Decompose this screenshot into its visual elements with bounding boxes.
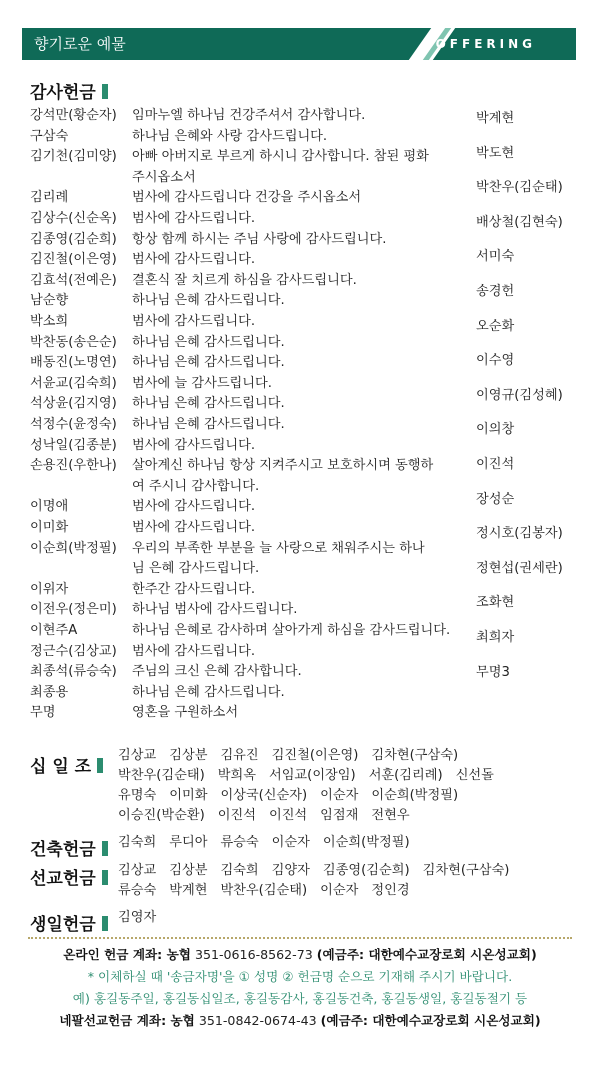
thanks-right-name: 최희자 — [476, 630, 515, 645]
thanks-message: 범사에 감사드립니다. — [132, 437, 256, 453]
transfer-example: 예) 홍길동주일, 홍길동십일조, 홍길동감사, 홍길동건축, 홍길동생일, 홍길동절기 등 — [72, 991, 528, 1006]
donor-name: 석상윤(김지영) — [30, 396, 117, 412]
tithe-name: 김차현(구삼숙) — [371, 748, 459, 763]
building-list — [118, 833, 423, 853]
thanks-message: 하나님 은혜 감사드립니다. — [132, 293, 285, 309]
donor-name: 이전우(정은미) — [30, 602, 117, 618]
tithe-name: 임점재 — [320, 808, 359, 823]
building-section-title: 건축헌금 — [30, 835, 108, 860]
section-marker-icon — [102, 841, 108, 856]
tithe-name: 이진석 — [217, 808, 256, 823]
tithe-name: 김유진 — [220, 748, 259, 763]
donor-name: 김기천(김미양) — [30, 149, 117, 165]
thanks-message: 하나님 은혜와 사랑 감사드립니다. — [132, 128, 328, 144]
thanks-message: 범사에 감사드립니다. — [132, 520, 256, 535]
thanks-right-name: 서미숙 — [476, 249, 515, 265]
thanks-message: 범사에 감사드립니다. — [132, 499, 256, 515]
thanks-message: 범사에 감사드립니다 건강을 주시옵소서 — [132, 190, 362, 206]
mission-name: 김상교 — [118, 863, 157, 878]
birthday-name: 김영자 — [118, 910, 157, 925]
building-name: 루디아 — [169, 835, 208, 850]
thanks-right-name: 오순화 — [476, 318, 515, 334]
donor-name: 최종용 — [30, 684, 69, 700]
donor-name: 이위자 — [30, 581, 69, 597]
donor-name: 구삼숙 — [30, 128, 69, 144]
tithe-name: 박찬우(김순태) — [118, 768, 205, 783]
tithe-name: 서임교(이장임) — [268, 768, 356, 783]
donor-name: 남순향 — [30, 293, 69, 309]
mission-list — [118, 861, 522, 901]
thanks-message-continued: 님 은혜 감사드립니다. — [132, 561, 260, 577]
donor-name: 이순희(박정필) — [30, 540, 117, 556]
mission-name: 김상분 — [169, 863, 208, 878]
birthday-section-title: 생일헌금 — [30, 910, 108, 935]
thanks-right-name: 무명3 — [476, 664, 510, 680]
building-name: 이순자 — [271, 835, 310, 850]
donor-name: 김상수(신순옥) — [30, 211, 117, 226]
tithe-name: 서훈(김리례) — [368, 768, 443, 783]
thanks-right-name: 박도현 — [476, 145, 515, 161]
page-header — [22, 28, 576, 60]
thanks-message: 아빠 아버지로 부르게 하시니 감사합니다. 참된 평화 — [132, 149, 429, 165]
thanks-right-name: 이진석 — [476, 457, 515, 472]
thanks-message: 하나님 은혜 감사드립니다. — [132, 684, 285, 700]
thanks-right-name: 이수영 — [476, 353, 515, 369]
thanks-message: 한주간 감사드립니다. — [132, 581, 256, 597]
thanks-message: 하나님 은혜 감사드립니다. — [132, 355, 285, 371]
mission-name: 김종영(김순희) — [322, 863, 410, 878]
thanks-message: 하나님 은혜로 감사하며 살아가게 하심을 감사드립니다. — [132, 623, 451, 638]
nepal-account-line — [0, 1010, 600, 1029]
building-line — [118, 833, 423, 853]
section-marker-icon — [102, 870, 108, 885]
thanks-message: 하나님 은혜 감사드립니다. — [132, 334, 285, 350]
tithe-name: 유명숙 — [118, 788, 157, 803]
mission-name: 이순자 — [320, 883, 359, 898]
thanks-message: 영혼을 구원하소서 — [132, 705, 239, 721]
donor-name: 무명 — [30, 705, 56, 721]
tithe-name: 이미화 — [169, 788, 208, 803]
transfer-notice: * 이체하실 때 '송금자명'을 ① 성명 ② 헌금명 순으로 기재해 주시기 바랍니다. — [87, 969, 513, 984]
tithe-name: 이순자 — [320, 788, 359, 803]
tithe-name: 전현우 — [371, 808, 410, 823]
thanks-right-name: 박찬우(김순태) — [476, 180, 563, 196]
thanks-right-name: 이의창 — [476, 422, 515, 438]
thanks-right-name: 이영규(김성혜) — [476, 387, 563, 403]
donor-name: 정근수(김상교) — [30, 643, 117, 659]
donor-name: 최종석(류승숙) — [30, 664, 117, 680]
donor-name: 강석만(황순자) — [30, 108, 117, 123]
building-name: 김숙희 — [118, 835, 157, 850]
building-name: 류승숙 — [220, 835, 259, 850]
donor-name: 이명애 — [30, 499, 69, 515]
tithe-name: 이진석 — [268, 808, 308, 823]
nepal-account-number: 351-0842-0674-43 — [198, 1013, 317, 1028]
thanks-right-name: 조화현 — [476, 595, 515, 611]
donor-name: 손용진(우한나) — [30, 458, 117, 474]
section-marker-icon — [97, 758, 103, 773]
mission-name: 김양자 — [271, 863, 310, 878]
birthday-line — [118, 908, 169, 928]
thanks-message: 하나님 은혜 감사드립니다. — [132, 396, 285, 412]
thanks-right-name: 장성순 — [476, 491, 515, 507]
tithe-list — [118, 746, 507, 826]
mission-name: 김숙희 — [220, 863, 259, 878]
tithe-line — [118, 786, 507, 806]
thanks-section-title: 감사헌금 — [30, 78, 108, 103]
thanks-message: 우리의 부족한 부분을 늘 사랑으로 채워주시는 하나 — [132, 540, 425, 556]
tithe-line — [118, 746, 507, 766]
mission-name: 김차현(구삼숙) — [422, 863, 510, 878]
donor-name: 성낙일(김종분) — [30, 437, 117, 453]
donor-name: 석정수(윤정숙) — [30, 417, 117, 432]
tithe-name: 김상분 — [169, 748, 208, 763]
thanks-message: 결혼식 잘 치르게 하심을 감사드립니다. — [132, 272, 357, 288]
tithe-name: 김진철(이은영) — [271, 748, 359, 763]
donor-name: 이미화 — [30, 520, 69, 535]
thanks-message-continued: 여 주시니 감사합니다. — [132, 478, 260, 494]
thanks-message: 하나님 범사에 감사드립니다. — [132, 602, 298, 618]
thanks-right-name: 배상철(김현숙) — [476, 214, 563, 230]
building-name: 이순희(박정필) — [322, 835, 410, 850]
donor-name: 이현주A — [30, 623, 78, 638]
mission-name: 박계현 — [169, 883, 208, 898]
tithe-name: 이순희(박정필) — [371, 788, 459, 803]
mission-name: 박찬우(김순태) — [220, 883, 308, 898]
thanks-message: 임마누엘 하나님 건강주셔서 감사합니다. — [132, 108, 366, 123]
section-marker-icon — [102, 84, 108, 99]
thanks-message: 범사에 감사드립니다. — [132, 252, 256, 268]
donor-name: 김리례 — [30, 190, 69, 206]
thanks-message: 범사에 감사드립니다. — [132, 211, 256, 226]
section-marker-icon — [102, 916, 108, 931]
birthday-list — [118, 908, 169, 928]
header-english-title: OFFERING — [435, 37, 536, 51]
thanks-message: 범사에 늘 감사드립니다. — [132, 375, 272, 391]
thanks-message: 주님의 크신 은혜 감사합니다. — [132, 664, 302, 680]
donor-name: 김종영(김순희) — [30, 231, 117, 247]
nepal-account-label: 네팔선교헌금 계좌: 농협 — [59, 1013, 195, 1028]
mission-name: 류승숙 — [118, 883, 157, 898]
thanks-message: 항상 함께 하시는 주님 사랑에 감사드립니다. — [132, 231, 387, 247]
mission-name: 정인경 — [371, 883, 410, 898]
thanks-message: 범사에 감사드립니다. — [132, 643, 256, 659]
online-account-line — [0, 944, 600, 963]
tithe-line — [118, 766, 507, 786]
donor-name: 박소희 — [30, 314, 69, 329]
donor-name: 배동진(노명연) — [30, 355, 117, 371]
thanks-message: 살아계신 하나님 항상 지켜주시고 보호하시며 동행하 — [132, 458, 434, 474]
thanks-message-continued: 주시옵소서 — [132, 169, 196, 185]
mission-line — [118, 861, 522, 881]
footer-divider — [28, 937, 572, 939]
online-account-label: 온라인 헌금 계좌: 농협 — [63, 947, 191, 962]
tithe-name: 김상교 — [118, 748, 157, 763]
header-title: 향기로운 예물 — [34, 35, 126, 53]
tithe-line — [118, 806, 507, 826]
tithe-name: 이승진(박순환) — [118, 808, 205, 823]
donor-name: 김효석(전예은) — [30, 272, 117, 288]
thanks-right-name: 박계현 — [476, 111, 515, 126]
mission-line — [118, 881, 522, 901]
thanks-message: 하나님 은혜 감사드립니다. — [132, 417, 285, 432]
thanks-right-name: 정현섭(권세란) — [476, 560, 563, 576]
online-account-holder: (예금주: 대한예수교장로회 시온성교회) — [316, 947, 537, 962]
donor-name: 서윤교(김숙희) — [30, 375, 117, 391]
donor-name: 김진철(이은영) — [30, 252, 117, 268]
tithe-name: 박희옥 — [217, 768, 256, 783]
mission-section-title: 선교헌금 — [30, 864, 108, 889]
tithe-section-title: 십 일 조 — [30, 752, 103, 777]
thanks-right-name: 송경헌 — [476, 284, 515, 299]
tithe-name: 이상국(신순자) — [220, 788, 308, 803]
nepal-account-holder: (예금주: 대한예수교장로회 시온성교회) — [320, 1013, 541, 1028]
online-account-number: 351-0616-8562-73 — [194, 947, 313, 962]
donor-name: 박찬동(송은순) — [30, 334, 117, 350]
tithe-name: 신선돌 — [455, 768, 494, 783]
thanks-right-name: 정시호(김봉자) — [476, 526, 563, 542]
thanks-message: 범사에 감사드립니다. — [132, 314, 256, 329]
